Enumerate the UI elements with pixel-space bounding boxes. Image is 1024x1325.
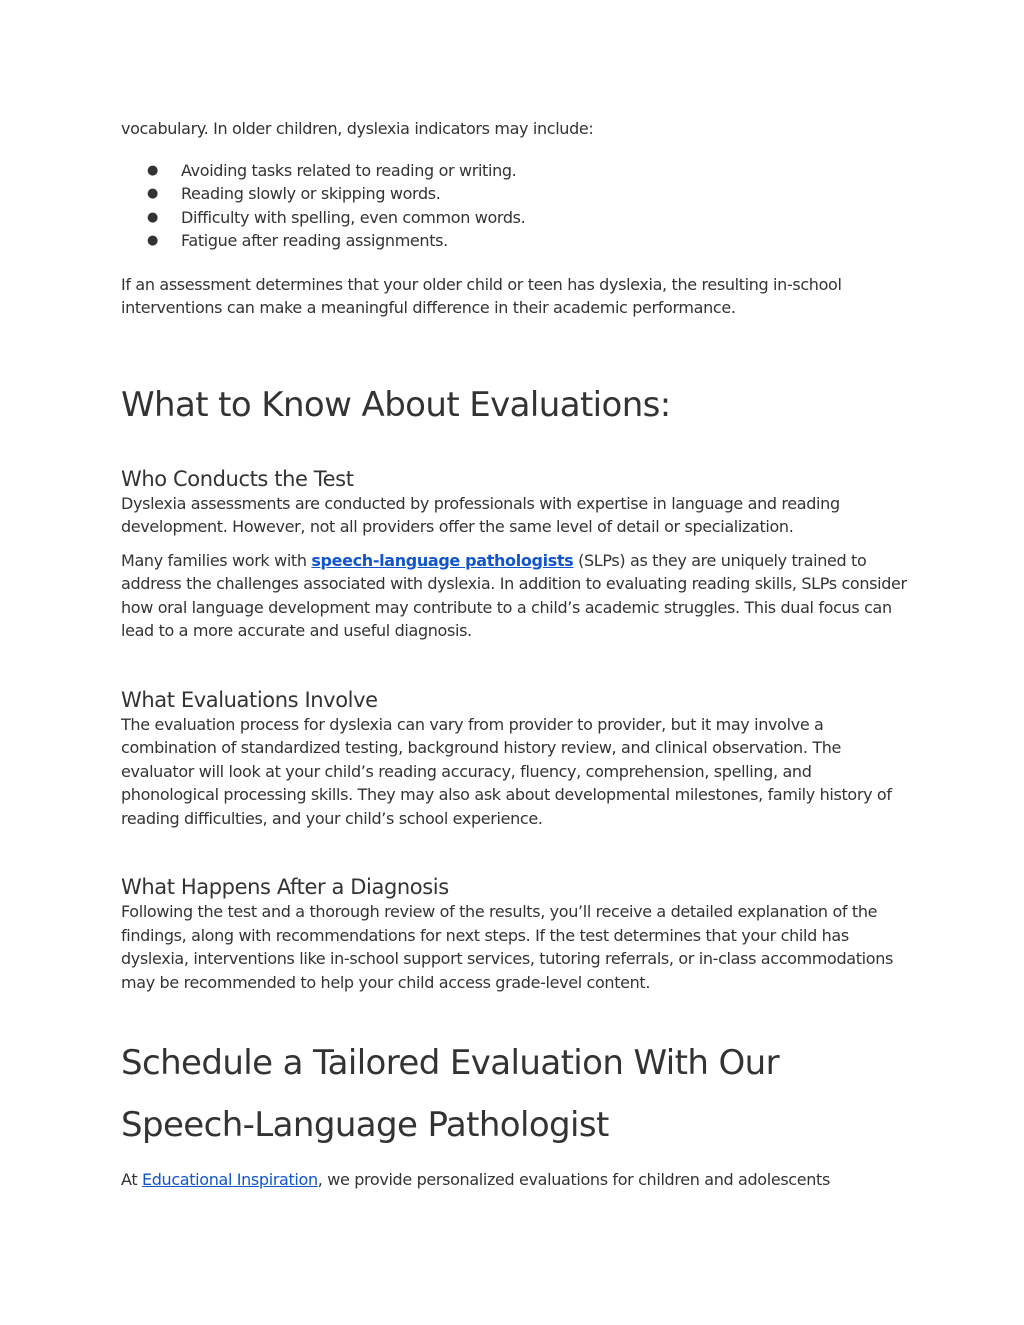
who-conducts-paragraph: Dyslexia assessments are conducted by professionals with expertise in language and reading development. However, not all providers offer the same level of detail or specialization. bbox=[121, 493, 840, 536]
bullet-icon: ● bbox=[147, 162, 158, 178]
schedule-heading bbox=[121, 1032, 911, 1156]
who-conducts-heading: Who Conducts the Test bbox=[121, 466, 354, 491]
list-item-text: Fatigue after reading assignments. bbox=[181, 231, 448, 250]
document-page bbox=[121, 117, 911, 1192]
indicator-list bbox=[121, 159, 911, 253]
bullet-icon: ● bbox=[147, 209, 158, 225]
list-item bbox=[121, 229, 911, 253]
bullet-icon: ● bbox=[147, 186, 158, 201]
after-diagnosis-paragraph: Following the test and a thorough review of the results, you’ll receive a detailed explanation of the findings, along with recommendations for next steps. If the test determines that your child has dyslexia, interventions like in-school support services, tutoring referrals, or in-class accommodations may be recommended to help your child access grade-level content. bbox=[121, 902, 893, 992]
slp-paragraph-rest: (SLPs) as they are uniquely trained to address the challenges associated with dyslexia. In addition to evaluating reading skills, SLPs consider how oral language development may contribute to a child’s academic struggles. This dual focus can lead to a more accurate and useful diagnosis. bbox=[121, 550, 907, 640]
slp-paragraph bbox=[121, 549, 911, 643]
schedule-heading-line-1: Schedule a Tailored Evaluation With Our bbox=[121, 1043, 779, 1083]
schedule-paragraph-intro: At bbox=[121, 1170, 142, 1189]
list-item bbox=[121, 159, 911, 183]
list-item-text: Difficulty with spelling, even common words. bbox=[181, 207, 526, 227]
evaluations-involve-paragraph: The evaluation process for dyslexia can vary from provider to provider, but it may involve a combination of standardized testing, background history review, and clinical observation. The evaluator will look at your child’s reading accuracy, fluency, comprehension, spelling, and phonological processing skills. They may also ask about developmental milestones, family history of reading difficulties, and your child’s school experience. bbox=[121, 714, 892, 828]
list-item-text: Reading slowly or skipping words. bbox=[181, 184, 441, 203]
schedule-paragraph bbox=[121, 1168, 911, 1192]
intro-closing-paragraph: If an assessment determines that your older child or teen has dyslexia, the resulting in-school interventions can make a meaningful difference in their academic performance. bbox=[121, 274, 842, 317]
intro-lead-text: vocabulary. In older children, dyslexia indicators may include: bbox=[121, 119, 594, 138]
bullet-icon: ● bbox=[147, 233, 158, 248]
list-item bbox=[121, 182, 911, 206]
slp-paragraph-intro: Many families work with bbox=[121, 550, 312, 570]
evaluations-involve-heading: What Evaluations Involve bbox=[121, 687, 378, 712]
after-diagnosis-heading: What Happens After a Diagnosis bbox=[121, 875, 449, 899]
list-item bbox=[121, 206, 911, 230]
speech-language-pathologists-link[interactable]: speech-language pathologists bbox=[311, 550, 574, 570]
schedule-paragraph-rest: , we provide personalized evaluations for children and adolescents bbox=[317, 1170, 830, 1189]
evaluations-heading: What to Know About Evaluations: bbox=[121, 384, 671, 425]
schedule-heading-line-2: Speech-Language Pathologist bbox=[121, 1105, 609, 1145]
educational-inspiration-link[interactable]: Educational Inspiration bbox=[141, 1170, 318, 1189]
list-item-text: Avoiding tasks related to reading or writing. bbox=[181, 160, 517, 180]
